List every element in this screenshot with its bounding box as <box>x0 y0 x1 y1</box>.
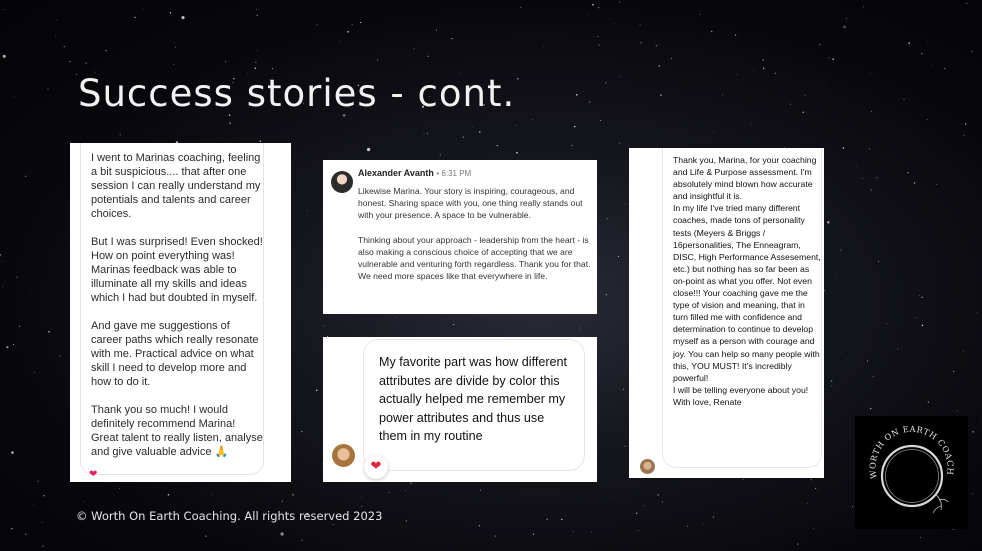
star <box>971 51 972 52</box>
author-name: Alexander Avanth <box>358 168 434 178</box>
star <box>623 389 624 390</box>
star <box>173 64 174 65</box>
star <box>671 58 672 59</box>
star <box>423 133 424 134</box>
star <box>618 256 619 257</box>
star <box>255 68 257 70</box>
star <box>870 408 871 409</box>
avatar <box>640 459 655 474</box>
star <box>306 210 307 211</box>
star <box>316 390 317 391</box>
star <box>69 61 70 62</box>
star <box>871 189 872 190</box>
star <box>819 44 821 46</box>
star <box>659 65 661 67</box>
star <box>916 318 917 319</box>
star <box>361 497 362 498</box>
star <box>453 324 454 325</box>
star <box>451 38 452 39</box>
star <box>878 261 879 262</box>
star <box>619 143 620 144</box>
star <box>360 22 361 23</box>
star <box>396 317 397 318</box>
star <box>272 68 273 69</box>
star <box>143 9 144 10</box>
star <box>813 528 814 529</box>
star <box>928 401 929 402</box>
star <box>606 294 607 295</box>
star <box>119 488 120 489</box>
star <box>927 41 928 42</box>
star <box>40 518 41 519</box>
star <box>638 530 639 531</box>
star <box>389 492 390 493</box>
star <box>597 36 598 37</box>
star <box>175 47 176 48</box>
star <box>576 94 578 96</box>
star <box>735 35 736 36</box>
star <box>11 451 13 453</box>
star <box>410 483 411 484</box>
star <box>807 503 808 504</box>
star <box>497 145 498 146</box>
star <box>911 157 912 158</box>
star <box>699 14 700 15</box>
star <box>599 45 600 46</box>
star <box>19 326 20 327</box>
star <box>887 323 888 324</box>
star <box>870 73 871 74</box>
star <box>743 479 744 480</box>
star <box>871 111 872 112</box>
logo-text: WORTH ON EARTH COACH <box>867 423 956 480</box>
star <box>302 540 303 541</box>
star <box>4 9 5 10</box>
star <box>869 148 870 149</box>
star <box>212 494 213 495</box>
testimonial-card-3 <box>323 337 597 482</box>
star <box>57 20 58 21</box>
heart-reaction-icon: ❤ <box>364 455 388 479</box>
star <box>827 221 829 223</box>
star <box>532 119 533 120</box>
star <box>546 519 548 521</box>
star <box>323 326 324 327</box>
star <box>644 506 645 507</box>
star <box>472 127 473 128</box>
star <box>831 385 832 386</box>
star <box>840 249 841 250</box>
star <box>811 479 812 480</box>
star <box>944 68 945 69</box>
star <box>0 254 1 255</box>
star <box>862 178 863 179</box>
star <box>966 3 967 4</box>
star <box>301 431 302 432</box>
star <box>516 125 517 126</box>
star <box>561 519 562 520</box>
star <box>574 126 576 128</box>
star <box>25 176 26 177</box>
star <box>480 490 481 491</box>
star <box>428 56 429 57</box>
star <box>620 77 621 78</box>
testimonial-paragraph: Thinking about your approach - leadership from the heart - is also making a conscious choice of accepting that we are vulnerable and venturing forth regardless. Thank you for that. We need more spaces like that everywhere in life. <box>358 234 591 282</box>
star <box>857 166 858 167</box>
star <box>43 495 44 496</box>
star <box>863 6 864 7</box>
star <box>84 501 85 502</box>
star <box>662 501 663 502</box>
star <box>640 24 641 25</box>
star <box>119 134 120 135</box>
star <box>919 295 920 296</box>
star <box>16 276 17 277</box>
star <box>920 537 921 538</box>
star <box>292 494 294 496</box>
star <box>660 95 661 96</box>
star <box>6 346 8 348</box>
slide-title: Success stories - cont. <box>78 72 516 115</box>
star <box>921 297 923 299</box>
star <box>414 48 415 49</box>
star <box>333 524 334 525</box>
star <box>867 361 868 362</box>
star <box>64 46 65 47</box>
star <box>436 30 437 31</box>
star <box>957 410 958 411</box>
star <box>963 350 964 351</box>
star <box>591 531 592 532</box>
star <box>624 446 625 447</box>
star <box>824 290 825 291</box>
testimonial-paragraph: And gave me suggestions of career paths which really resonate with me. Practical advice on what skill I need to develop more and how to do it. <box>91 320 259 388</box>
star <box>440 154 441 155</box>
star <box>803 112 804 113</box>
avatar <box>332 444 355 467</box>
star <box>843 147 845 149</box>
star <box>168 494 170 496</box>
star <box>805 95 806 96</box>
star <box>753 70 754 71</box>
heart-icon: ❤ <box>89 469 98 480</box>
star <box>903 99 904 100</box>
star <box>340 42 341 43</box>
star <box>897 149 898 150</box>
star <box>815 488 816 489</box>
star <box>914 182 915 183</box>
star <box>965 123 966 124</box>
star <box>636 513 637 514</box>
star <box>256 9 257 10</box>
star <box>225 61 226 62</box>
star <box>703 523 704 524</box>
star <box>14 96 15 97</box>
star <box>170 12 171 13</box>
star <box>843 25 846 28</box>
star <box>351 24 353 26</box>
star <box>592 4 594 6</box>
star <box>31 294 32 295</box>
star <box>11 528 12 529</box>
star <box>543 46 544 47</box>
star <box>736 74 737 75</box>
star <box>936 184 937 185</box>
star <box>601 220 602 221</box>
star <box>464 116 465 117</box>
star <box>181 16 184 19</box>
star <box>722 95 723 96</box>
star <box>3 55 6 58</box>
testimonial-card-4 <box>629 148 824 478</box>
star <box>2 286 3 287</box>
star <box>625 203 626 204</box>
star <box>533 534 534 535</box>
star <box>479 525 480 526</box>
star <box>762 59 764 61</box>
star <box>105 50 106 51</box>
star <box>921 53 922 54</box>
copyright-text: © Worth On Earth Coaching. All rights reserved 2023 <box>76 509 383 523</box>
star <box>711 31 712 32</box>
star <box>797 543 799 545</box>
star <box>516 152 518 154</box>
star <box>255 62 256 63</box>
star <box>589 102 590 103</box>
star <box>972 431 973 432</box>
star <box>790 104 791 105</box>
star <box>600 120 601 121</box>
star <box>463 136 465 138</box>
star <box>846 359 847 360</box>
testimonial-paragraph: But I was surprised! Even shocked! How on point everything was! Marinas feedback was able to illuminate all my skills and ideas which I had but doubted in myself. <box>91 236 263 304</box>
testimonial-card-1 <box>70 143 291 482</box>
star <box>205 535 206 536</box>
star <box>13 344 14 345</box>
star <box>229 122 230 123</box>
star <box>47 88 48 89</box>
star <box>713 131 714 132</box>
star <box>495 535 496 536</box>
star <box>908 42 910 44</box>
testimonial-text: Thank you, Marina, for your coaching and Life & Purpose assessment. I'm absolutely mind blown how accurate and insightful it is. In my life I've tried many different coaches, made tons of personality tests (Meyers & Briggs / 16personalities, The Enneagram, DISC, High Performance Assesement, etc.) but nothing has so far been as on-point as what you offer. Not even close!!! Your coaching gave me the type of vision and meaning, that in turn filled me with confidence and determination to continue to develop myself as a person with courage and joy. You can help so many people with this, YOU MUST! It's incredibly powerful! I will be telling everyone about you! With love, Renate <box>673 155 821 407</box>
star <box>763 68 764 69</box>
star <box>38 481 39 482</box>
star <box>846 18 847 19</box>
star <box>614 499 615 500</box>
star <box>367 148 370 151</box>
star <box>572 145 573 146</box>
star <box>260 140 261 141</box>
star <box>687 526 688 527</box>
star <box>640 42 641 43</box>
star <box>517 78 519 80</box>
star <box>48 331 49 332</box>
star <box>280 532 283 535</box>
star <box>55 36 56 37</box>
star <box>977 312 978 313</box>
star <box>831 380 832 381</box>
author-line <box>358 168 471 178</box>
star <box>751 124 752 125</box>
star <box>832 58 834 60</box>
star <box>427 133 429 135</box>
star <box>897 348 898 349</box>
star <box>852 506 853 507</box>
testimonial-paragraph: Likewise Marina. Your story is inspiring, courageous, and honest. Sharing space with you, one thing really stands out with your presence. A space to be vulnerable. <box>358 186 583 221</box>
star <box>922 325 924 327</box>
message-time: • 6:31 PM <box>436 169 472 178</box>
star <box>877 177 878 178</box>
star <box>257 15 258 16</box>
star <box>614 23 615 24</box>
star <box>347 31 349 33</box>
star <box>256 50 257 51</box>
testimonial-text: My favorite part was how different attributes are divide by color this actually helped me remember my power attributes and thus use them in my routine <box>379 355 568 443</box>
star <box>836 274 837 275</box>
star <box>282 501 283 502</box>
star <box>935 191 936 192</box>
star <box>34 372 35 373</box>
star <box>317 24 318 25</box>
star <box>828 57 830 59</box>
star <box>520 7 521 8</box>
star <box>980 420 981 421</box>
star <box>85 63 86 64</box>
star <box>873 376 875 378</box>
star <box>775 73 776 74</box>
star <box>907 172 908 173</box>
worth-on-earth-logo <box>855 416 968 529</box>
star <box>713 516 714 517</box>
star <box>2 261 3 262</box>
star <box>134 17 136 19</box>
star <box>405 490 406 491</box>
star <box>42 522 43 523</box>
star <box>964 135 965 136</box>
star <box>479 131 480 132</box>
testimonial-card-2 <box>323 160 597 314</box>
star <box>361 506 362 507</box>
testimonial-paragraph: I went to Marinas coaching, feeling a bit suspicious.... that after one session I can really understand my potentials and talents and career choices. <box>91 152 261 220</box>
star <box>927 119 928 120</box>
star <box>931 65 932 66</box>
star <box>33 504 34 505</box>
star <box>580 328 581 329</box>
star <box>573 531 574 532</box>
star <box>619 2 620 3</box>
star <box>657 494 658 495</box>
star <box>605 82 606 83</box>
star <box>824 81 825 82</box>
star <box>656 45 657 46</box>
star <box>598 7 599 8</box>
star <box>59 355 60 356</box>
star <box>607 218 608 219</box>
testimonial-text <box>91 151 263 473</box>
testimonial-paragraph: Thank you so much! I would definitely recommend Marina! Great talent to really listen, analyse and give valuable advice 🙏 <box>91 404 263 458</box>
star <box>76 74 77 75</box>
star <box>953 371 954 372</box>
avatar <box>331 171 353 193</box>
star <box>406 520 407 521</box>
star <box>25 534 26 535</box>
star <box>377 60 378 61</box>
star <box>587 14 588 15</box>
testimonial-text <box>358 185 592 294</box>
star <box>972 493 973 494</box>
star <box>42 546 43 547</box>
